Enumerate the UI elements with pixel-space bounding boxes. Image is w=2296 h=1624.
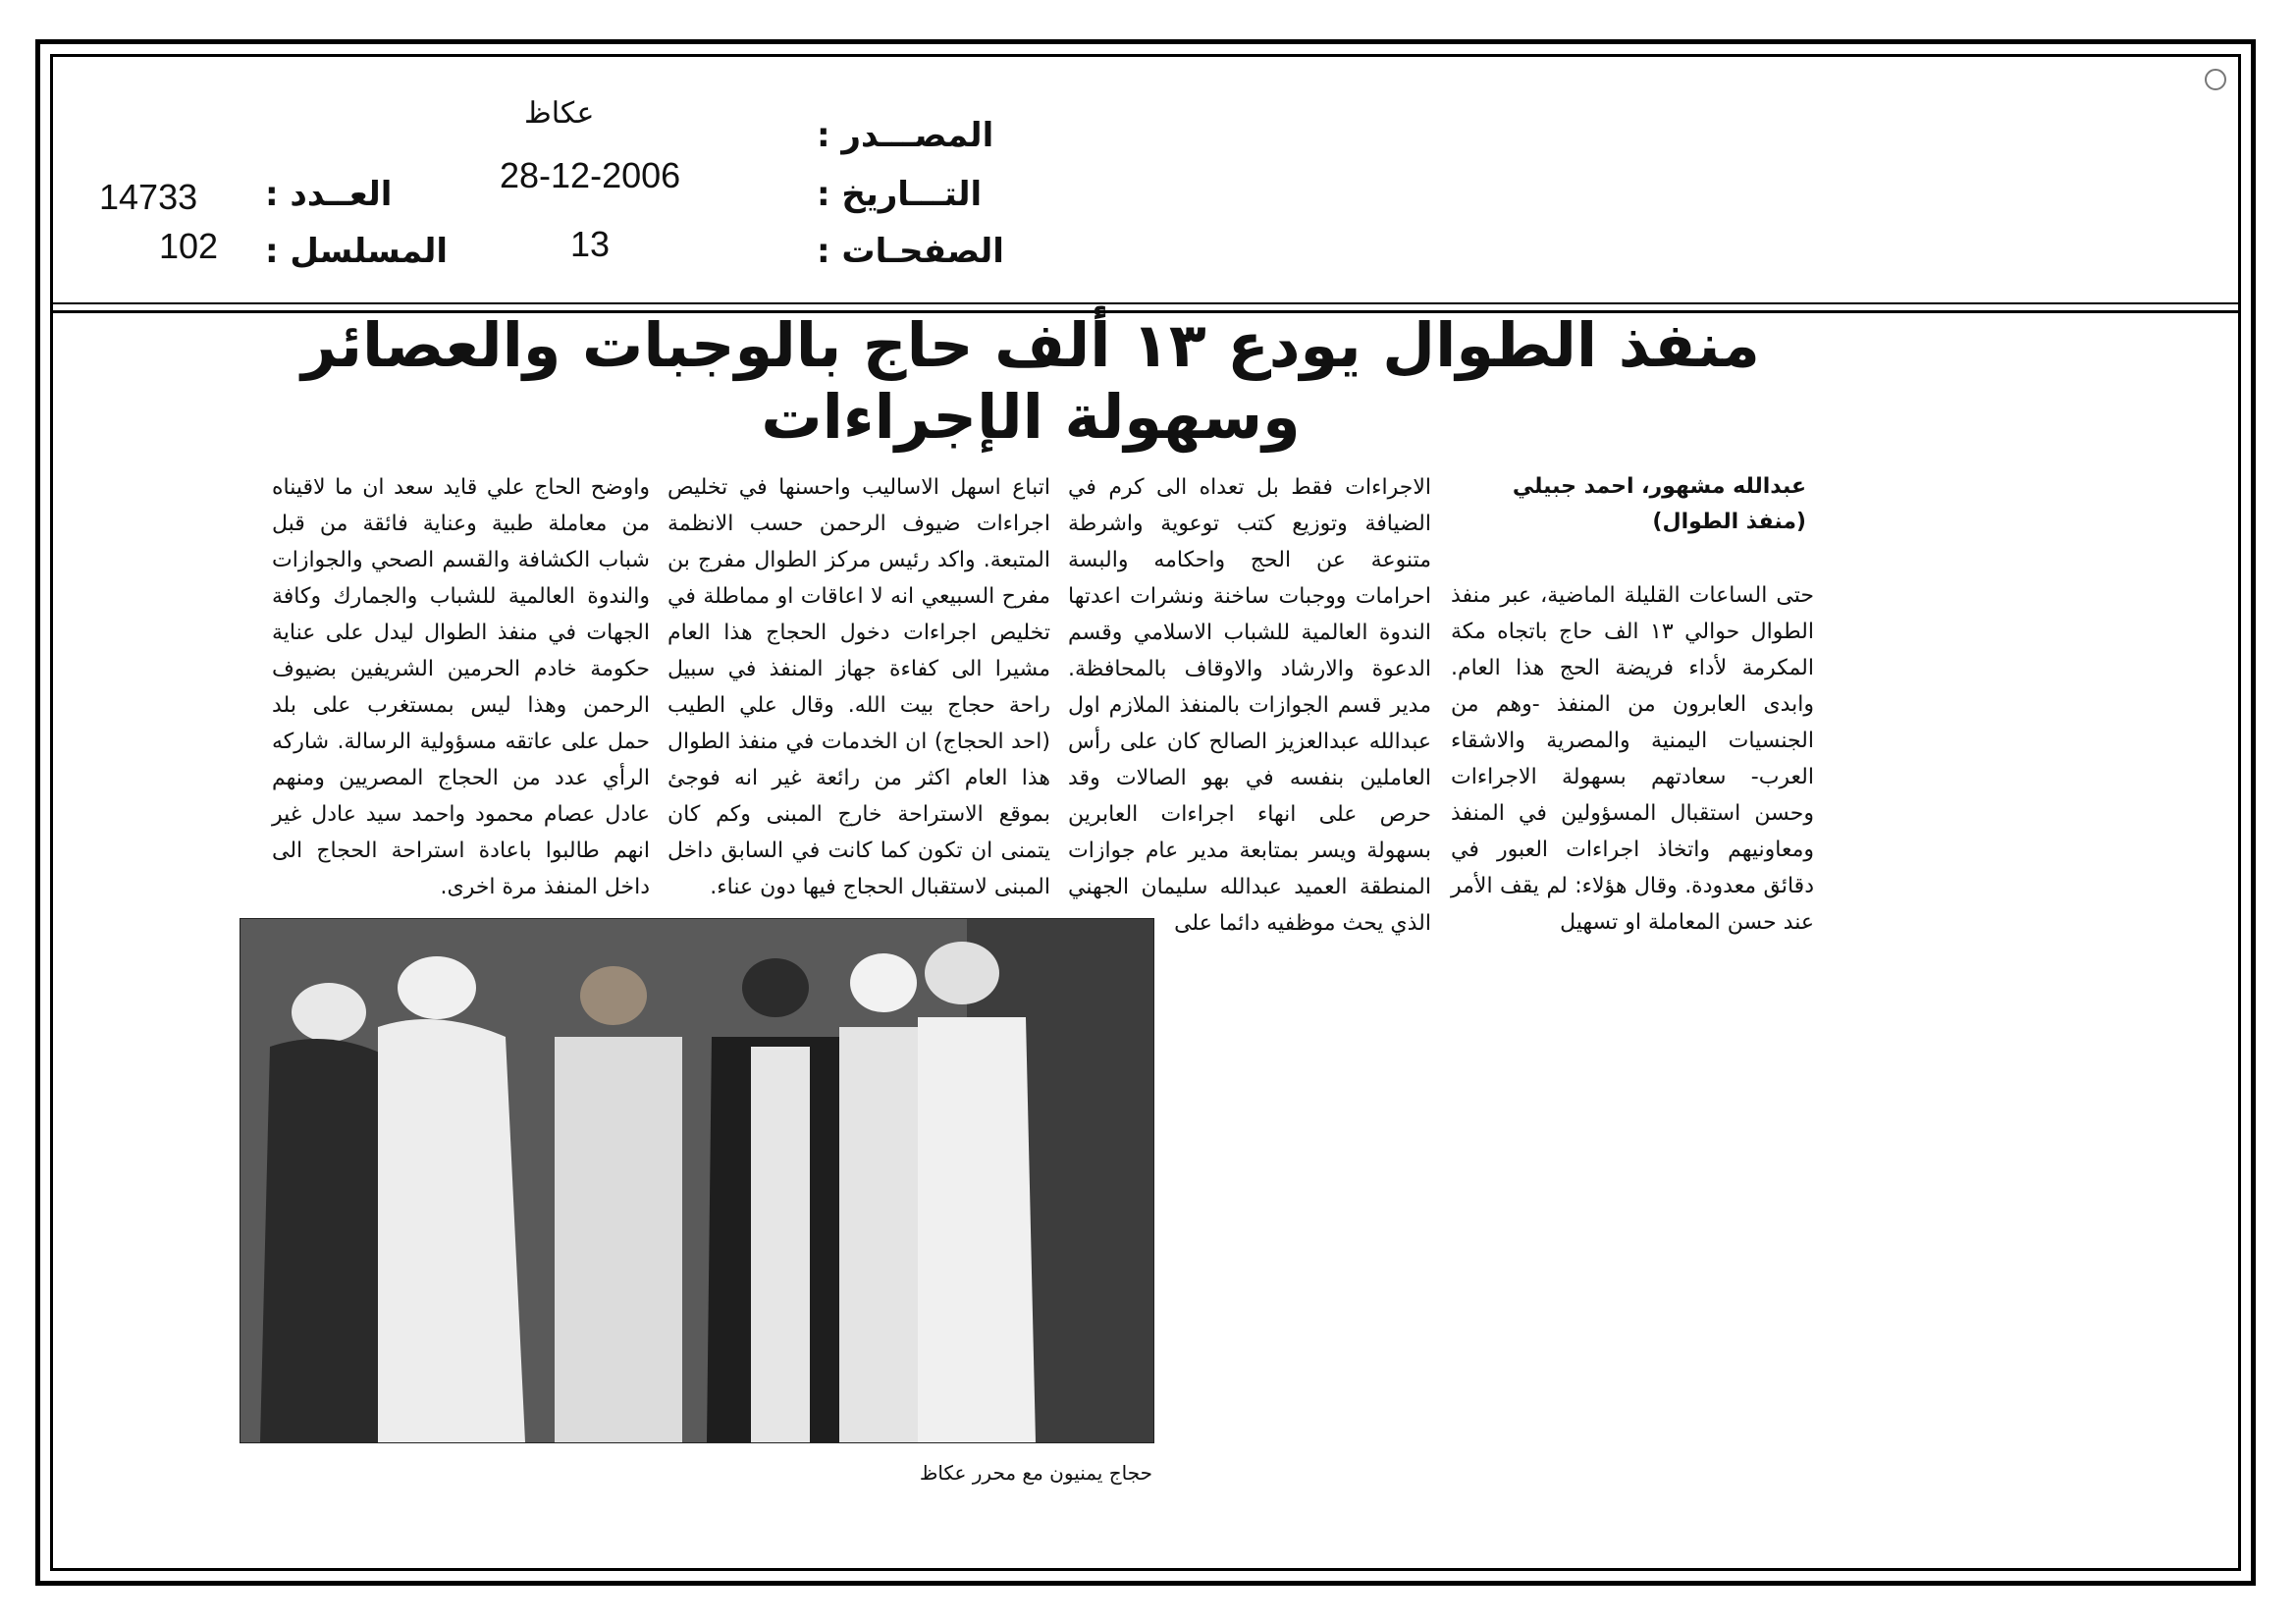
date-value: 28-12-2006 — [500, 155, 681, 195]
article-column-1: حتى الساعات القليلة الماضية، عبر منفذ الطوال حوالي ١٣ الف حاج باتجاه مكة المكرمة لأداء فريضة الحج هذا العام. وابدى العابرون من المنفذ -وهم من الجنسيات اليمنية والمصرية والاشقاء العرب- سعادتهم بسهولة الاجراءات وحسن استقبال المسؤولين في المنفذ ومعاونيهم واتخاذ اجراءات العبور في دقائق معدودة. وقال هؤلاء: لم يقف الأمر عند حسن المعاملة او تسهيل — [1451, 583, 1814, 935]
clipping-header — [53, 57, 2238, 313]
date-label: التـــاريخ : — [817, 175, 983, 214]
punch-hole-mark — [2205, 69, 2226, 90]
article-photo — [240, 918, 1154, 1443]
issue-label: العــدد : — [265, 175, 393, 214]
article-headline: منفذ الطوال يودع ١٣ ألف حاج بالوجبات والعصائر وسهولة الإجراءات — [301, 309, 1760, 453]
byline-location: (منفذ الطوال) — [1652, 510, 1806, 534]
byline-authors: عبدالله مشهور، احمد جبيلي — [1512, 474, 1806, 499]
source-label: المصـــدر : — [817, 116, 994, 155]
pages-label: الصفحـات : — [817, 232, 1004, 271]
source-value: عكاظ — [524, 97, 595, 130]
serial-label: المسلسل : — [265, 232, 449, 271]
article-byline — [1453, 469, 1806, 540]
article-column-3: اتباع اسهل الاساليب واحسنها في تخليص اجراءات ضيوف الرحمن حسب الانظمة المتبعة. واكد رئيس مركز الطوال مفرج بن مفرح السبيعي انه لا اعاقات او مماطلة في تخليص اجراءات دخول الحجاج هذا العام مشيرا الى كفاءة جهاز المنفذ في سبيل راحة حجاج بيت الله. وقال علي الطيب (احد الحجاج) ان الخدمات في منفذ الطوال هذا العام اكثر من رائعة غير انه فوجئ بموقع الاستراحة خارج المبنى وكم كان يتمنى ان تكون كما كانت في السابق داخل المبنى لاستقبال الحجاج فيها دون عناء. — [667, 475, 1050, 899]
photo-caption: حجاج يمنيون مع محرر عكاظ — [919, 1461, 1152, 1485]
pages-value: 13 — [570, 224, 611, 264]
article-column-4: واوضح الحاج علي قايد سعد ان ما لاقيناه من معاملة طبية وعناية فائقة من قبل شباب الكشافة والقسم الصحي والجوازات والندوة العالمية للشباب والجمارك وكافة الجهات في منفذ الطوال ليدل على عناية حكومة خادم الحرمين الشريفين بضيوف الرحمن وهذا ليس بمستغرب على بلد حمل على عاتقه مسؤولية الرسالة. شاركه الرأي عدد من الحجاج المصريين ومنهم عادل عصام محمود واحمد سيد عادل غير انهم طالبوا باعادة استراحة الحجاج الى داخل المنفذ مرة اخرى. — [272, 475, 650, 899]
issue-value: 14733 — [99, 177, 198, 217]
serial-value: 102 — [159, 226, 219, 266]
photo-illustration — [240, 919, 1153, 1442]
article-column-2: الاجراءات فقط بل تعداه الى كرم في الضيافة وتوزيع كتب توعوية واشرطة متنوعة عن الحج واحكامه والبسة احرامات ووجبات ساخنة ونشرات اعدتها الندوة العالمية للشباب الاسلامي وقسم الدعوة والارشاد والاوقاف بالمحافظة. مدير قسم الجوازات بالمنفذ الملازم اول عبدالله عبدالعزيز الصالح كان على رأس العاملين بنفسه في بهو الصالات وقد حرص على انهاء اجراءات العابرين بسهولة ويسر بمتابعة مدير عام جوازات المنطقة العميد عبدالله سليمان الجهني الذي يحث موظفيه دائما على — [1068, 475, 1431, 936]
